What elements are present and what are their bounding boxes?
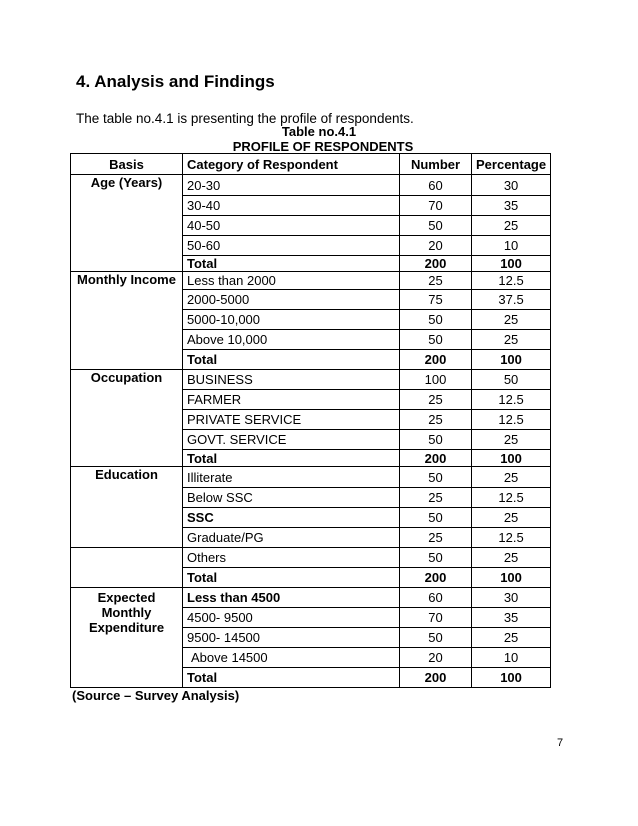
number-cell: 200 — [400, 256, 472, 272]
percentage-cell: 25 — [472, 330, 551, 350]
number-cell: 50 — [400, 467, 472, 488]
number-cell: 200 — [400, 668, 472, 688]
category-cell: Above 14500 — [183, 648, 400, 668]
table-row — [71, 548, 551, 568]
category-cell: Less than 2000 — [183, 272, 400, 290]
number-cell: 25 — [400, 390, 472, 410]
number-cell: 20 — [400, 648, 472, 668]
basis-cell — [71, 390, 183, 410]
table-row — [71, 450, 551, 467]
percentage-cell: 12.5 — [472, 488, 551, 508]
category-cell: BUSINESS — [183, 370, 400, 390]
basis-cell: Expected Monthly Expenditure — [71, 588, 183, 688]
table-row — [71, 310, 551, 330]
table-row — [71, 467, 551, 488]
percentage-cell: 100 — [472, 350, 551, 370]
number-cell: 50 — [400, 628, 472, 648]
table-row — [71, 488, 551, 508]
category-cell: Total — [183, 450, 400, 467]
percentage-cell: 100 — [472, 450, 551, 467]
number-cell: 20 — [400, 236, 472, 256]
header-basis: Basis — [71, 154, 183, 175]
table-title: PROFILE OF RESPONDENTS — [232, 139, 414, 154]
number-cell: 50 — [400, 430, 472, 450]
number-cell: 50 — [400, 508, 472, 528]
number-cell: 50 — [400, 330, 472, 350]
table-row — [71, 588, 551, 608]
percentage-cell: 25 — [472, 310, 551, 330]
percentage-cell: 12.5 — [472, 410, 551, 430]
percentage-cell: 10 — [472, 236, 551, 256]
percentage-cell: 25 — [472, 216, 551, 236]
category-cell: Total — [183, 350, 400, 370]
category-cell: Total — [183, 568, 400, 588]
header-number: Number — [400, 154, 472, 175]
number-cell: 60 — [400, 588, 472, 608]
basis-cell — [71, 256, 183, 272]
table-row — [71, 196, 551, 216]
category-cell: GOVT. SERVICE — [183, 430, 400, 450]
percentage-cell: 25 — [472, 548, 551, 568]
table-row — [71, 290, 551, 310]
category-cell: 30-40 — [183, 196, 400, 216]
number-cell: 200 — [400, 450, 472, 467]
number-cell: 25 — [400, 410, 472, 430]
table-row — [71, 568, 551, 588]
percentage-cell: 12.5 — [472, 528, 551, 548]
basis-cell — [71, 236, 183, 256]
number-cell: 75 — [400, 290, 472, 310]
table-row — [71, 236, 551, 256]
page-number: 7 — [557, 737, 564, 749]
category-cell: 5000-10,000 — [183, 310, 400, 330]
table-row — [71, 256, 551, 272]
category-cell: FARMER — [183, 390, 400, 410]
category-cell: Illiterate — [183, 467, 400, 488]
percentage-cell: 25 — [472, 467, 551, 488]
percentage-cell: 12.5 — [472, 390, 551, 410]
table-row — [71, 390, 551, 410]
basis-cell: Education — [71, 467, 183, 488]
category-cell: 20-30 — [183, 175, 400, 196]
number-cell: 200 — [400, 350, 472, 370]
percentage-cell: 35 — [472, 196, 551, 216]
table-row — [71, 508, 551, 528]
basis-cell: Monthly Income — [71, 272, 183, 290]
table-row — [71, 350, 551, 370]
basis-cell — [71, 548, 183, 568]
number-cell: 50 — [400, 310, 472, 330]
source-note: (Source – Survey Analysis) — [72, 688, 240, 703]
category-cell: Below SSC — [183, 488, 400, 508]
category-cell: 40-50 — [183, 216, 400, 236]
table-row — [71, 430, 551, 450]
basis-cell — [71, 528, 183, 548]
category-cell: Total — [183, 256, 400, 272]
percentage-cell: 37.5 — [472, 290, 551, 310]
percentage-cell: 30 — [472, 588, 551, 608]
number-cell: 60 — [400, 175, 472, 196]
category-cell: PRIVATE SERVICE — [183, 410, 400, 430]
percentage-cell: 10 — [472, 648, 551, 668]
category-cell: 50-60 — [183, 236, 400, 256]
table-row — [71, 528, 551, 548]
table-row — [71, 370, 551, 390]
basis-cell — [71, 350, 183, 370]
table-row — [71, 330, 551, 350]
percentage-cell: 100 — [472, 256, 551, 272]
basis-cell — [71, 216, 183, 236]
basis-cell — [71, 196, 183, 216]
percentage-cell: 100 — [472, 668, 551, 688]
category-cell: 9500- 14500 — [183, 628, 400, 648]
basis-cell — [71, 330, 183, 350]
number-cell: 25 — [400, 272, 472, 290]
percentage-cell: 100 — [472, 568, 551, 588]
percentage-cell: 25 — [472, 430, 551, 450]
number-cell: 200 — [400, 568, 472, 588]
number-cell: 25 — [400, 488, 472, 508]
intro-text: The table no.4.1 is presenting the profile of respondents. — [76, 111, 414, 126]
percentage-cell: 25 — [472, 628, 551, 648]
table-number: Table no.4.1 — [281, 124, 357, 139]
table-header-row — [71, 154, 551, 175]
profile-table — [70, 153, 551, 688]
table-row — [71, 216, 551, 236]
percentage-cell: 25 — [472, 508, 551, 528]
table-row — [71, 175, 551, 196]
category-cell: Above 10,000 — [183, 330, 400, 350]
category-cell: Less than 4500 — [183, 588, 400, 608]
basis-cell — [71, 410, 183, 430]
number-cell: 50 — [400, 216, 472, 236]
percentage-cell: 35 — [472, 608, 551, 628]
number-cell: 50 — [400, 548, 472, 568]
basis-cell — [71, 290, 183, 310]
table-row — [71, 272, 551, 290]
category-cell: Others — [183, 548, 400, 568]
percentage-cell: 12.5 — [472, 272, 551, 290]
basis-cell — [71, 488, 183, 508]
number-cell: 100 — [400, 370, 472, 390]
number-cell: 70 — [400, 196, 472, 216]
number-cell: 70 — [400, 608, 472, 628]
basis-cell — [71, 310, 183, 330]
percentage-cell: 50 — [472, 370, 551, 390]
basis-cell — [71, 568, 183, 588]
basis-cell — [71, 430, 183, 450]
table-row — [71, 410, 551, 430]
header-percentage: Percentage — [472, 154, 551, 175]
number-cell: 25 — [400, 528, 472, 548]
header-category: Category of Respondent — [183, 154, 400, 175]
category-cell: SSC — [183, 508, 400, 528]
basis-cell: Age (Years) — [71, 175, 183, 196]
category-cell: Total — [183, 668, 400, 688]
category-cell: 4500- 9500 — [183, 608, 400, 628]
basis-cell: Occupation — [71, 370, 183, 390]
section-heading: 4. Analysis and Findings — [76, 72, 275, 91]
category-cell: 2000-5000 — [183, 290, 400, 310]
percentage-cell: 30 — [472, 175, 551, 196]
basis-cell — [71, 508, 183, 528]
category-cell: Graduate/PG — [183, 528, 400, 548]
basis-cell — [71, 450, 183, 467]
